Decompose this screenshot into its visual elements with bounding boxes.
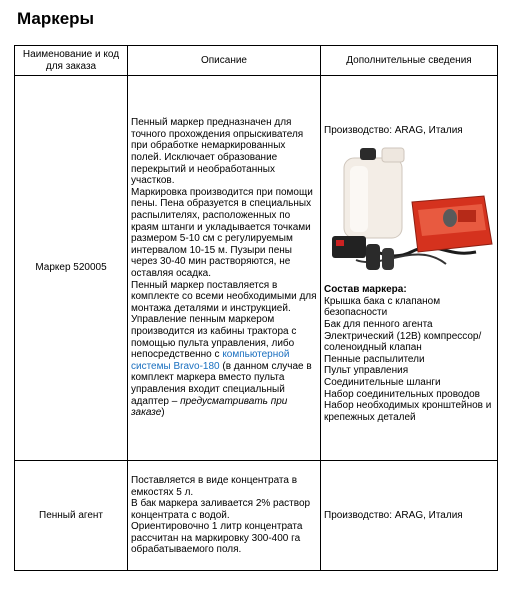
table-row [15, 76, 498, 461]
markers-table [14, 45, 498, 571]
desc-paragraph: Маркировка производится при помощи пены. Пена образуется в специальных распылителях, расположенных по краям штанги и укладывается точками размером 5-10 см с регулируемым интервалом 10-15 м. Пузыри пены через 30-40 мин растворяются, не оставляя осадка. [131, 186, 313, 279]
row-name: Маркер 520005 [15, 76, 128, 461]
desc-text: Управление пенным маркером производится из кабины трактора с помощью пульта управления, либо непосредственно с [131, 314, 297, 361]
row-name: Пенный агент [15, 461, 128, 571]
tank-cap [360, 148, 376, 160]
composition-title: Состав маркера: [324, 284, 407, 296]
list-item: Пульт управления [324, 365, 409, 377]
desc-paragraph: Пенный маркер поставляется в комплекте со всеми необходимыми для монтажа деталями и инструкцией. [131, 279, 317, 314]
row-description [128, 461, 321, 571]
list-item: Бак для пенного агента [324, 319, 433, 331]
page-title: Маркеры [17, 9, 95, 28]
row-extra [321, 76, 498, 461]
header-name: Наименование и код для заказа [15, 46, 128, 76]
list-item: Пенные распылители [324, 353, 425, 365]
nozzle-shape [366, 244, 380, 270]
list-item: Набор необходимых кронштейнов и крепежных деталей [324, 400, 492, 423]
row-extra: Производство: ARAG, Италия [321, 461, 498, 571]
desc-paragraph: Поставляется в виде концентрата в емкостях 5 л. [131, 474, 298, 498]
desc-text: ) [161, 407, 165, 419]
header-description: Описание [128, 46, 321, 76]
desc-text: (в данном случае в комплект маркера вместо пульта управления входит специальный адаптер – [131, 360, 312, 407]
desc-paragraph: В бак маркера заливается 2% раствор концентрата с водой. [131, 498, 311, 521]
table-header-row [15, 46, 498, 76]
bravo-180-link[interactable]: компьютерной системы Bravo-180 [131, 349, 290, 372]
tank-handle [382, 148, 404, 162]
header-extra: Дополнительные сведения [321, 46, 498, 76]
table-row [15, 461, 498, 571]
list-item: Набор соединительных проводов [324, 388, 480, 400]
compressor-gauge [443, 209, 457, 227]
list-item: Соединительные шланги [324, 376, 441, 388]
control-box [332, 236, 366, 258]
tank-highlight [350, 166, 368, 232]
foam-marker-photo [326, 140, 496, 280]
control-button [336, 240, 344, 246]
list-item: Электрический (12В) компрессор/соленоидный клапан [324, 330, 482, 354]
composition-list [324, 296, 494, 424]
desc-paragraph [131, 314, 317, 418]
desc-paragraph: Ориентировочно 1 литр концентрата рассчитан на маркировку 300-400 га обрабатываемого поля. [131, 521, 303, 556]
compressor-vent [458, 210, 476, 222]
nozzle-shape [382, 248, 394, 270]
desc-italic-note: предусматривать при заказе [131, 395, 288, 419]
row-description [128, 76, 321, 461]
list-item: Крышка бака с клапаном безопасности [324, 295, 441, 319]
desc-paragraph: Пенный маркер предназначен для точного прохождения опрыскивателя при обработке немаркированных полей. Исключает образование перекрытий и необработанных участков. [131, 117, 304, 187]
producer-text: Производство: ARAG, Италия [324, 124, 463, 136]
